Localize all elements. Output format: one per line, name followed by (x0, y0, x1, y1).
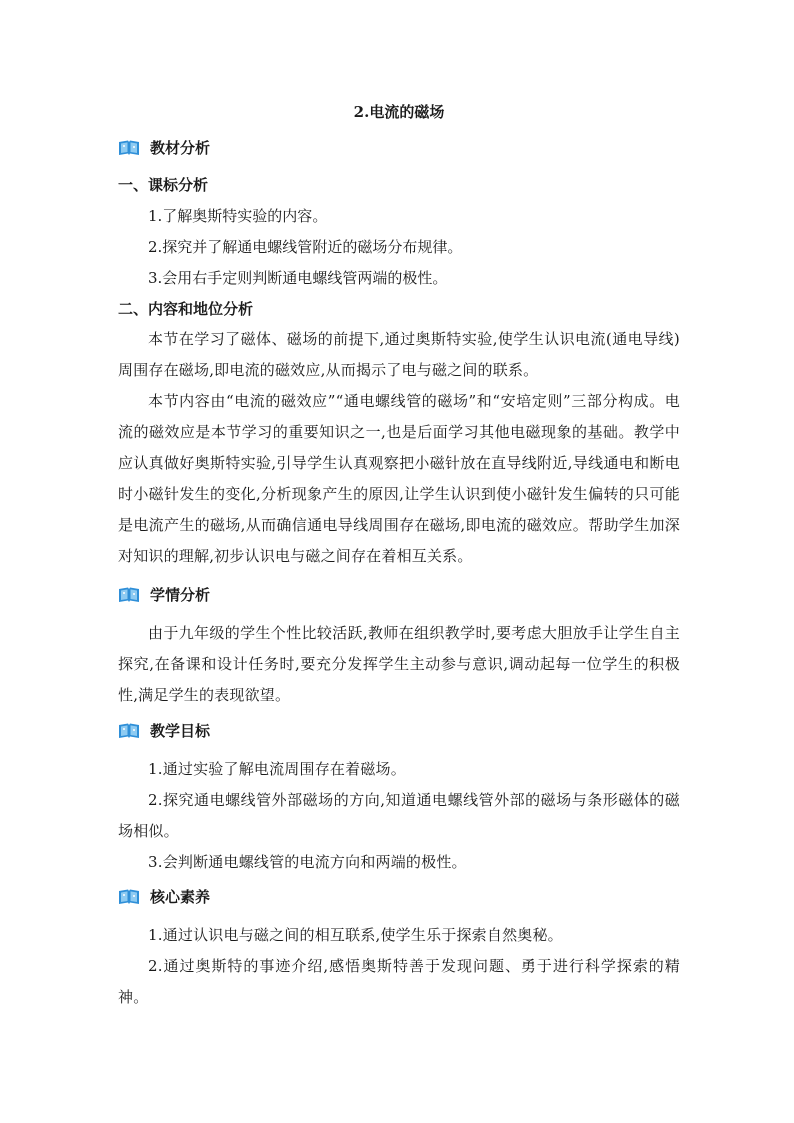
curriculum-heading: 一、课标分析 (118, 176, 209, 194)
literacy-item: 1.通过认识电与磁之间的相互联系,使学生乐于探索自然奥秘。 (148, 926, 563, 944)
section-heading-label: 教材分析 (150, 139, 211, 157)
goal-item: 2.探究通电螺线管外部磁场的方向,知道通电螺线管外部的磁场与条形磁体的磁场相似。 (118, 791, 680, 840)
section-heading-label: 核心素养 (150, 888, 211, 906)
content-heading: 二、内容和地位分析 (118, 300, 254, 318)
book-icon (118, 722, 140, 740)
section-heading-label: 学情分析 (150, 586, 211, 604)
curriculum-item: 3.会用右手定则判断通电螺线管两端的极性。 (148, 269, 448, 287)
book-icon (118, 586, 140, 604)
learner-paragraph: 由于九年级的学生个性比较活跃,教师在组织教学时,要考虑大胆放手让学生自主探究,在备课和设计任务时,要充分发挥学生主动参与意识,调动起每一位学生的积极性,满足学生的表现欲望。 (118, 624, 680, 704)
goal-item: 1.通过实验了解电流周围存在着磁场。 (148, 760, 406, 778)
content-paragraph: 本节内容由“电流的磁效应”“通电螺线管的磁场”和“安培定则”三部分构成。电流的磁效应是本节学习的重要知识之一,也是后面学习其他电磁现象的基础。教学中应认真做好奥斯特实验,引导学生认真观察把小磁针放在直导线附近,导线通电和断电时小磁针发生的变化,分析现象产生的原因,让学生认识到使小磁针发生偏转的只可能是电流产生的磁场,从而确信通电导线周围存在磁场,即电流的磁效应。帮助学生加深对知识的理解,初步认识电与磁之间存在着相互关系。 (118, 392, 680, 565)
curriculum-item: 2.探究并了解通电螺线管附近的磁场分布规律。 (148, 238, 463, 256)
section-learner-analysis (118, 584, 210, 606)
literacy-item: 2.通过奥斯特的事迹介绍,感悟奥斯特善于发现问题、勇于进行科学探索的精神。 (118, 957, 680, 1006)
section-heading-label: 教学目标 (150, 722, 211, 740)
book-icon (118, 888, 140, 906)
goal-item: 3.会判断通电螺线管的电流方向和两端的极性。 (148, 853, 467, 871)
content-paragraph: 本节在学习了磁体、磁场的前提下,通过奥斯特实验,使学生认识电流(通电导线)周围存在磁场,即电流的磁效应,从而揭示了电与磁之间的联系。 (118, 330, 680, 379)
section-textbook-analysis (118, 137, 210, 159)
section-core-literacy (118, 886, 210, 908)
book-icon (118, 139, 140, 157)
curriculum-item: 1.了解奥斯特实验的内容。 (148, 207, 328, 225)
section-teaching-goals (118, 720, 210, 742)
page-title: 2.电流的磁场 (353, 103, 445, 121)
